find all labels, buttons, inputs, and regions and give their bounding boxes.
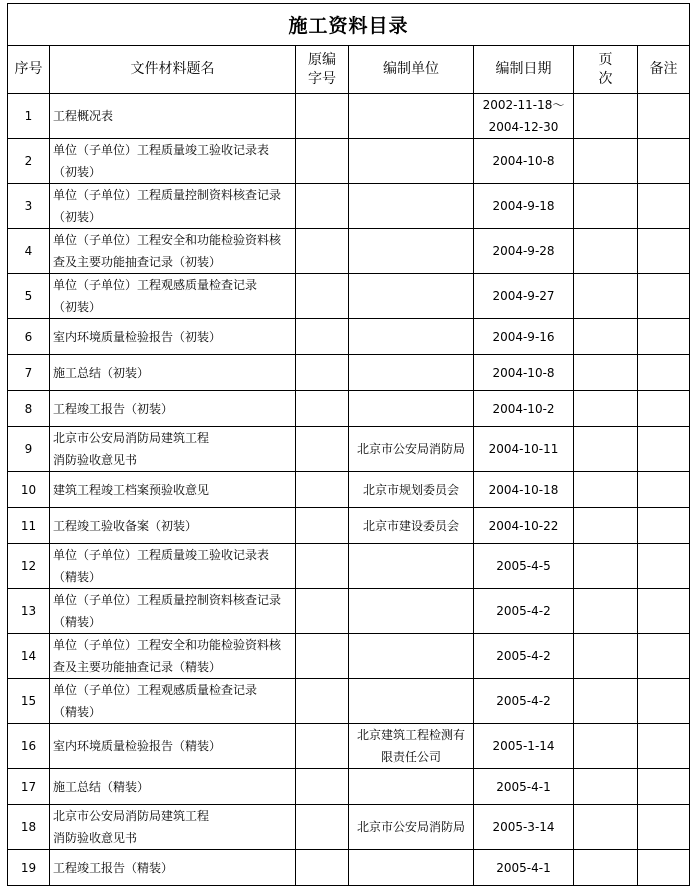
row-code — [296, 355, 349, 391]
row-date — [474, 229, 574, 274]
row-unit — [349, 274, 474, 319]
header-row — [8, 46, 690, 94]
document-title: 施工资料目录 — [8, 4, 690, 46]
row-remark — [638, 355, 690, 391]
row-page — [574, 427, 638, 472]
row-date — [474, 724, 574, 769]
table-row — [8, 274, 690, 319]
row-date-line: 2005-1-14 — [492, 739, 555, 753]
header-remark: 备注 — [638, 46, 690, 94]
table-row — [8, 391, 690, 427]
row-number: 19 — [8, 850, 50, 886]
header-date: 编制日期 — [474, 46, 574, 94]
table-row — [8, 769, 690, 805]
row-title-line: 单位（子单位）工程观感质量检查记录 — [53, 278, 258, 292]
row-remark — [638, 139, 690, 184]
table-row — [8, 229, 690, 274]
row-title-line: 单位（子单位）工程观感质量检查记录 — [53, 683, 258, 697]
row-unit — [349, 589, 474, 634]
row-date — [474, 274, 574, 319]
row-number: 1 — [8, 94, 50, 139]
row-number: 4 — [8, 229, 50, 274]
header-page — [574, 46, 638, 94]
row-title-line: 工程竣工报告（初装） — [53, 401, 174, 416]
row-number: 16 — [8, 724, 50, 769]
row-title — [50, 679, 296, 724]
row-date — [474, 544, 574, 589]
row-code — [296, 319, 349, 355]
row-date — [474, 427, 574, 472]
row-title — [50, 589, 296, 634]
row-date-line: 2004-10-11 — [488, 442, 559, 456]
row-title — [50, 94, 296, 139]
row-page — [574, 184, 638, 229]
row-number: 13 — [8, 589, 50, 634]
row-code — [296, 391, 349, 427]
table-row — [8, 94, 690, 139]
row-title — [50, 472, 296, 508]
row-date-line: 2004-9-16 — [492, 329, 555, 344]
row-title-line: （精装） — [53, 705, 102, 719]
row-title-line: 查及主要功能抽查记录（初装） — [53, 255, 222, 269]
row-code — [296, 634, 349, 679]
row-title-line: （精装） — [53, 570, 102, 584]
header-unit: 编制单位 — [349, 46, 474, 94]
row-title-line: 单位（子单位）工程质量竣工验收记录表 — [53, 143, 270, 157]
row-unit-line: 北京市规划委员会 — [362, 482, 459, 497]
row-code — [296, 589, 349, 634]
row-date-line: 2004-10-22 — [488, 518, 559, 533]
row-page — [574, 589, 638, 634]
row-remark — [638, 427, 690, 472]
row-title-line: 消防验收意见书 — [53, 453, 138, 467]
row-number: 14 — [8, 634, 50, 679]
row-title — [50, 850, 296, 886]
row-title-line: 工程竣工报告（精装） — [53, 860, 174, 875]
row-title — [50, 391, 296, 427]
row-date — [474, 769, 574, 805]
row-code — [296, 139, 349, 184]
row-unit — [349, 472, 474, 508]
row-title-line: 施工总结（初装） — [53, 365, 150, 380]
row-unit-line: 北京市公安局消防局 — [356, 442, 465, 456]
row-date-line: 2005-3-14 — [492, 820, 555, 834]
row-number: 6 — [8, 319, 50, 355]
row-number: 7 — [8, 355, 50, 391]
row-date — [474, 472, 574, 508]
row-remark — [638, 679, 690, 724]
row-unit — [349, 850, 474, 886]
row-page — [574, 391, 638, 427]
row-title — [50, 769, 296, 805]
row-unit — [349, 769, 474, 805]
row-title-line: 北京市公安局消防局建筑工程 — [53, 809, 210, 823]
row-number: 10 — [8, 472, 50, 508]
row-number: 15 — [8, 679, 50, 724]
table-row — [8, 850, 690, 886]
row-date — [474, 319, 574, 355]
row-code — [296, 184, 349, 229]
row-title-line: （初装） — [53, 165, 102, 179]
row-page — [574, 355, 638, 391]
row-code — [296, 274, 349, 319]
row-date-line: 2005-4-5 — [496, 559, 551, 573]
row-title — [50, 634, 296, 679]
row-title-line: 施工总结（精装） — [53, 779, 150, 794]
header-page-line: 次 — [598, 70, 613, 87]
table-row — [8, 508, 690, 544]
row-title-line: 消防验收意见书 — [53, 831, 138, 845]
row-title-line: 室内环境质量检验报告（初装） — [53, 329, 222, 344]
row-page — [574, 94, 638, 139]
row-code — [296, 805, 349, 850]
row-page — [574, 319, 638, 355]
table-row — [8, 139, 690, 184]
row-page — [574, 634, 638, 679]
row-remark — [638, 589, 690, 634]
row-number: 8 — [8, 391, 50, 427]
table-body — [8, 94, 690, 886]
row-date-line: 2002-11-18～ — [482, 98, 565, 112]
row-number: 18 — [8, 805, 50, 850]
table-row — [8, 184, 690, 229]
row-date-line: 2004-10-8 — [492, 154, 555, 168]
row-date-line: 2005-4-2 — [496, 694, 551, 708]
table-row — [8, 427, 690, 472]
row-unit — [349, 139, 474, 184]
row-title-line: （初装） — [53, 210, 102, 224]
row-remark — [638, 319, 690, 355]
row-date-line: 2004-9-27 — [492, 289, 555, 303]
row-code — [296, 94, 349, 139]
header-page-line: 页 — [598, 51, 613, 68]
row-title-line: 单位（子单位）工程安全和功能检验资料核 — [53, 233, 282, 247]
header-code-line: 原编 — [308, 51, 336, 68]
row-page — [574, 274, 638, 319]
row-page — [574, 139, 638, 184]
row-page — [574, 229, 638, 274]
row-page — [574, 508, 638, 544]
row-title-line: 单位（子单位）工程安全和功能检验资料核 — [53, 638, 282, 652]
row-remark — [638, 184, 690, 229]
row-page — [574, 805, 638, 850]
header-code-line: 字号 — [308, 70, 336, 87]
row-date — [474, 139, 574, 184]
table-row — [8, 472, 690, 508]
row-page — [574, 850, 638, 886]
row-remark — [638, 391, 690, 427]
row-title — [50, 274, 296, 319]
table-row — [8, 319, 690, 355]
row-unit — [349, 427, 474, 472]
row-code — [296, 850, 349, 886]
row-date — [474, 850, 574, 886]
row-number: 9 — [8, 427, 50, 472]
row-unit — [349, 805, 474, 850]
catalog-sheet — [7, 3, 689, 886]
row-unit-line: 北京建筑工程检测有 — [356, 728, 465, 742]
table-row — [8, 355, 690, 391]
row-code — [296, 679, 349, 724]
row-title-line: （精装） — [53, 615, 102, 629]
row-unit — [349, 229, 474, 274]
row-unit — [349, 184, 474, 229]
table-row — [8, 679, 690, 724]
row-remark — [638, 229, 690, 274]
row-page — [574, 472, 638, 508]
header-code — [296, 46, 349, 94]
row-remark — [638, 805, 690, 850]
row-title-line: 查及主要功能抽查记录（精装） — [53, 660, 222, 674]
row-unit — [349, 724, 474, 769]
catalog-table — [7, 3, 690, 886]
row-remark — [638, 274, 690, 319]
row-title-line: 工程概况表 — [53, 109, 114, 123]
row-number: 5 — [8, 274, 50, 319]
row-date — [474, 679, 574, 724]
row-unit — [349, 391, 474, 427]
header-name: 文件材料题名 — [50, 46, 296, 94]
row-code — [296, 472, 349, 508]
row-number: 3 — [8, 184, 50, 229]
table-row — [8, 544, 690, 589]
row-remark — [638, 850, 690, 886]
header-no: 序号 — [8, 46, 50, 94]
row-unit-line: 北京市公安局消防局 — [356, 820, 465, 834]
row-page — [574, 679, 638, 724]
row-title-line: 单位（子单位）工程质量控制资料核查记录 — [53, 188, 282, 202]
row-date — [474, 355, 574, 391]
row-title — [50, 427, 296, 472]
row-date — [474, 805, 574, 850]
row-code — [296, 724, 349, 769]
row-remark — [638, 724, 690, 769]
row-unit — [349, 544, 474, 589]
row-remark — [638, 508, 690, 544]
row-unit — [349, 355, 474, 391]
row-title — [50, 229, 296, 274]
row-date-line: 2005-4-1 — [496, 779, 551, 794]
row-date — [474, 634, 574, 679]
row-number: 11 — [8, 508, 50, 544]
row-page — [574, 544, 638, 589]
row-title — [50, 319, 296, 355]
table-row — [8, 634, 690, 679]
row-title-line: （初装） — [53, 300, 102, 314]
row-date-line: 2004-12-30 — [488, 120, 559, 134]
row-date-line: 2004-10-18 — [488, 482, 559, 497]
row-date-line: 2005-4-2 — [496, 649, 551, 663]
row-title — [50, 184, 296, 229]
row-date-line: 2004-10-2 — [492, 401, 555, 416]
row-unit-line: 限责任公司 — [380, 750, 441, 764]
row-date-line: 2004-9-18 — [492, 199, 555, 213]
row-unit — [349, 634, 474, 679]
row-code — [296, 544, 349, 589]
row-number: 12 — [8, 544, 50, 589]
row-title-line: 北京市公安局消防局建筑工程 — [53, 431, 210, 445]
row-date — [474, 184, 574, 229]
row-title-line: 工程竣工验收备案（初装） — [53, 518, 198, 533]
row-unit — [349, 319, 474, 355]
row-remark — [638, 94, 690, 139]
row-number: 17 — [8, 769, 50, 805]
row-remark — [638, 544, 690, 589]
row-unit — [349, 679, 474, 724]
row-date — [474, 391, 574, 427]
row-number: 2 — [8, 139, 50, 184]
row-date-line: 2005-4-2 — [496, 604, 551, 618]
table-row — [8, 805, 690, 850]
row-date — [474, 508, 574, 544]
row-title-line: 单位（子单位）工程质量竣工验收记录表 — [53, 548, 270, 562]
row-title-line: 室内环境质量检验报告（精装） — [53, 739, 222, 753]
row-title — [50, 139, 296, 184]
row-code — [296, 427, 349, 472]
row-date-line: 2004-10-8 — [492, 365, 555, 380]
row-title — [50, 544, 296, 589]
row-title — [50, 508, 296, 544]
row-code — [296, 229, 349, 274]
row-unit-line: 北京市建设委员会 — [362, 518, 459, 533]
row-date-line: 2005-4-1 — [496, 860, 551, 875]
row-title — [50, 724, 296, 769]
row-date — [474, 589, 574, 634]
row-unit — [349, 508, 474, 544]
row-remark — [638, 769, 690, 805]
row-title — [50, 355, 296, 391]
table-row — [8, 589, 690, 634]
row-remark — [638, 634, 690, 679]
row-date — [474, 94, 574, 139]
row-page — [574, 769, 638, 805]
row-date-line: 2004-9-28 — [492, 244, 555, 258]
row-page — [574, 724, 638, 769]
row-remark — [638, 472, 690, 508]
row-unit — [349, 94, 474, 139]
row-title-line: 建筑工程竣工档案预验收意见 — [53, 482, 210, 497]
table-row — [8, 724, 690, 769]
row-title-line: 单位（子单位）工程质量控制资料核查记录 — [53, 593, 282, 607]
row-code — [296, 769, 349, 805]
row-title — [50, 805, 296, 850]
row-code — [296, 508, 349, 544]
